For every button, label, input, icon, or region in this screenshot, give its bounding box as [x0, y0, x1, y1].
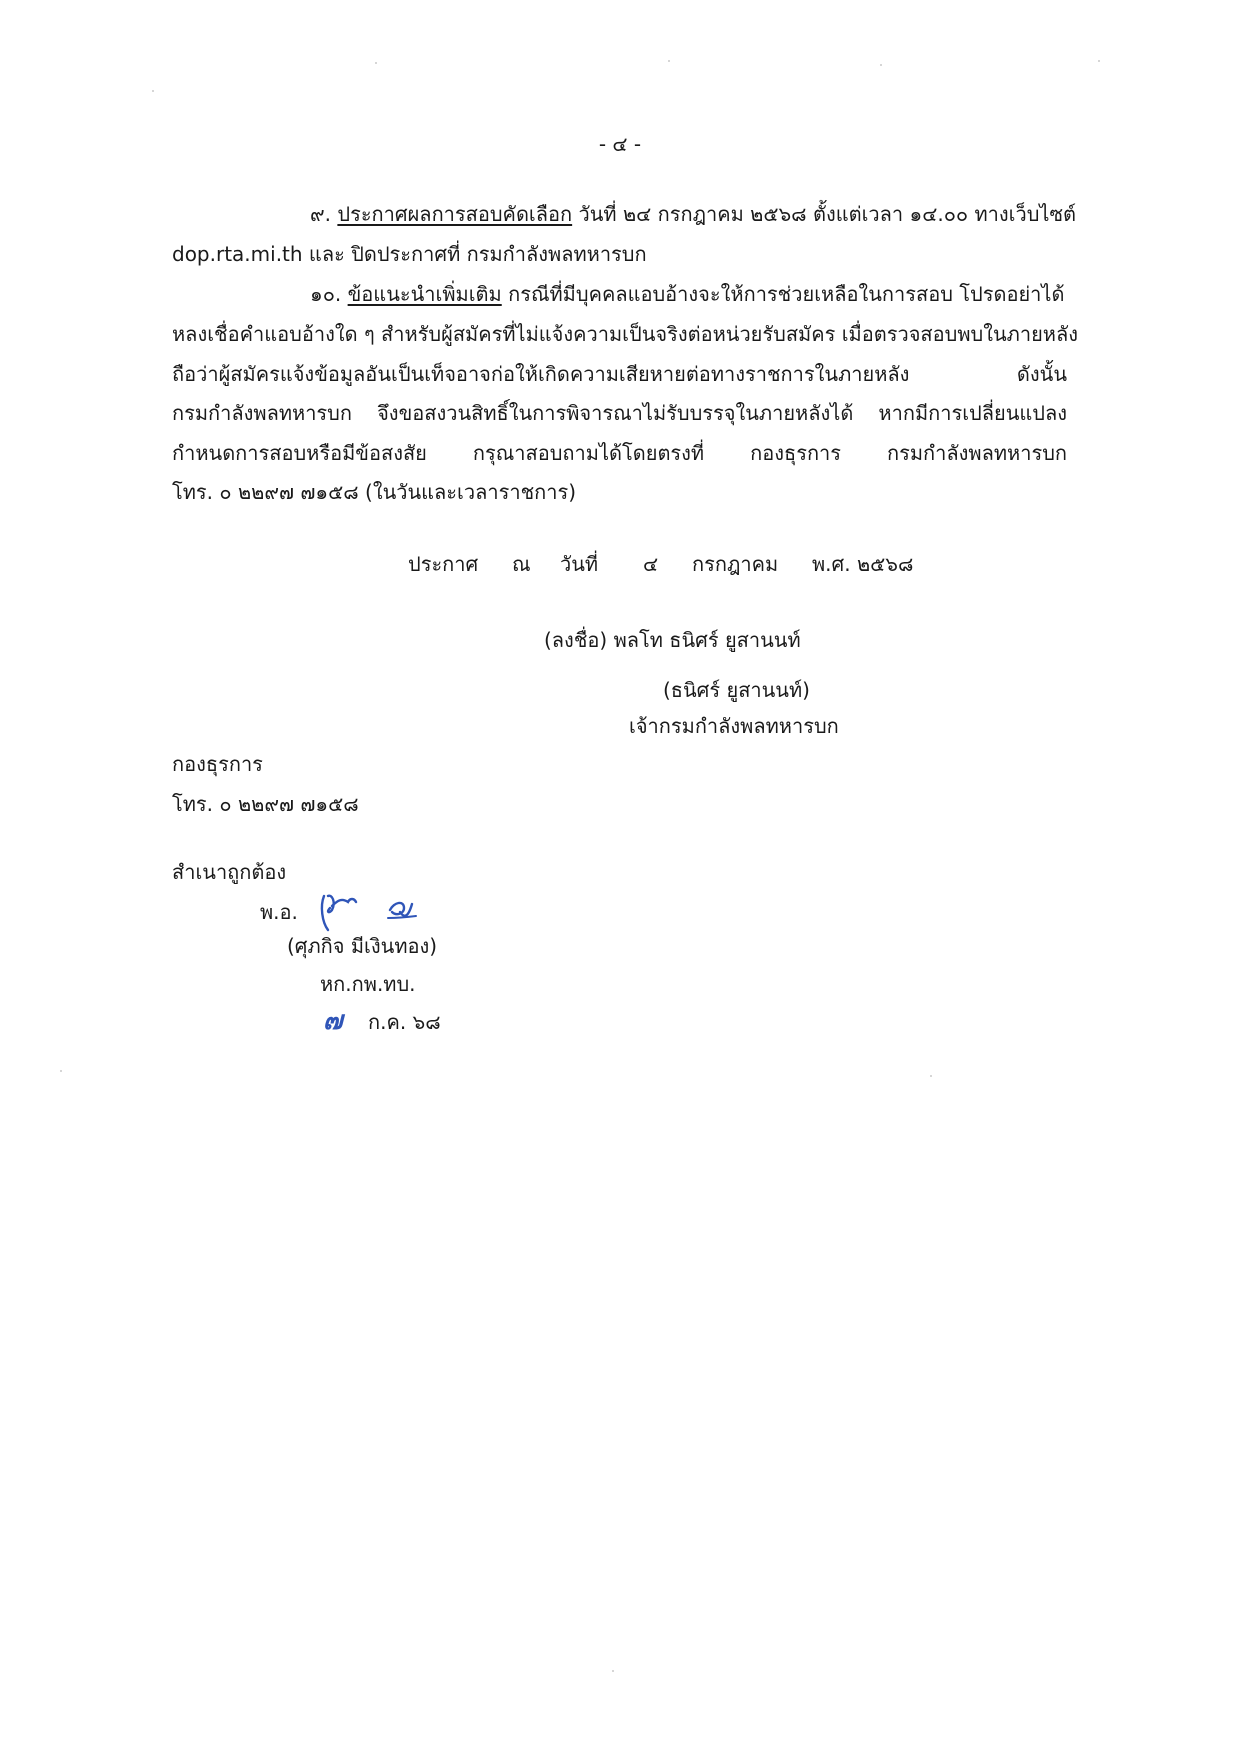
announcement-month: กรกฎาคม	[692, 552, 779, 576]
section-9-number: ๙.	[310, 202, 332, 226]
section-10-line-3: ถือว่าผู้สมัครแจ้งข้อมูลอันเป็นเท็จอาจก่อให้เกิดความเสียหายต่อทางราชการในภายหลัง ดังนั้น	[172, 362, 1067, 386]
certifier-unit: หก.กพ.ทบ.	[320, 972, 416, 996]
certifier-rank: พ.อ.	[260, 900, 298, 924]
section-9-text: วันที่ ๒๔ กรกฎาคม ๒๕๖๘ ตั้งแต่เวลา ๑๔.๐๐ ทางเว็บไซต์	[578, 202, 1077, 226]
signed-line: (ลงชื่อ) พลโท ธนิศร์ ยูสานนท์	[544, 628, 801, 652]
certified-copy-label: สำเนาถูกต้อง	[172, 860, 287, 884]
announcement-at: ณ	[512, 552, 531, 576]
section-10-text: กรณีที่มีบุคคลแอบอ้างจะให้การช่วยเหลือในการสอบ โปรดอย่าได้	[508, 282, 1065, 306]
certified-date-day: ๗	[323, 1006, 343, 1036]
page-number: - ๔ -	[598, 132, 642, 156]
section-10-title: ข้อแนะนำเพิ่มเติม	[347, 282, 502, 306]
signatory-name: (ธนิศร์ ยูสานนท์)	[663, 678, 810, 702]
section-9-line-1	[310, 204, 1076, 224]
section-9-title: ประกาศผลการสอบคัดเลือก	[337, 202, 573, 226]
announcement-year: พ.ศ. ๒๕๖๘	[812, 552, 914, 576]
section-10-line-6: โทร. ๐ ๒๒๙๗ ๗๑๕๘ (ในวันและเวลาราชการ)	[172, 480, 577, 504]
section-10-line-2: หลงเชื่อคำแอบอ้างใด ๆ สำหรับผู้สมัครที่ไม่แจ้งความเป็นจริงต่อหน่วยรับสมัคร เมื่อตรวจสอบพบในภายหลัง	[172, 322, 1078, 346]
section-10-line-5: กำหนดการสอบหรือมีข้อสงสัย กรุณาสอบถามได้โดยตรงที่ กองธุรการ กรมกำลังพลทหารบก	[172, 441, 1067, 465]
announcement-day-label: วันที่	[560, 552, 599, 576]
section-9-line-2: dop.rta.mi.th และ ปิดประกาศที่ กรมกำลังพลทหารบก	[172, 242, 647, 266]
section-10-number: ๑๐.	[310, 282, 342, 306]
section-10-line-4: กรมกำลังพลทหารบก จึงขอสงวนสิทธิ์ในการพิจารณาไม่รับบรรจุในภายหลังได้ หากมีการเปลี่ยนแปลง	[172, 401, 1067, 425]
announcement-day: ๔	[643, 552, 659, 576]
certifier-name: (ศุภกิจ มีเงินทอง)	[287, 934, 438, 958]
contact-phone: โทร. ๐ ๒๒๙๗ ๗๑๕๘	[172, 792, 359, 816]
certified-date-rest: ก.ค. ๖๘	[368, 1010, 441, 1034]
contact-office: กองธุรการ	[172, 752, 263, 776]
announcement-label: ประกาศ	[408, 552, 479, 576]
signatory-position: เจ้ากรมกำลังพลทหารบก	[629, 714, 839, 738]
section-10-line-1	[310, 284, 1064, 304]
